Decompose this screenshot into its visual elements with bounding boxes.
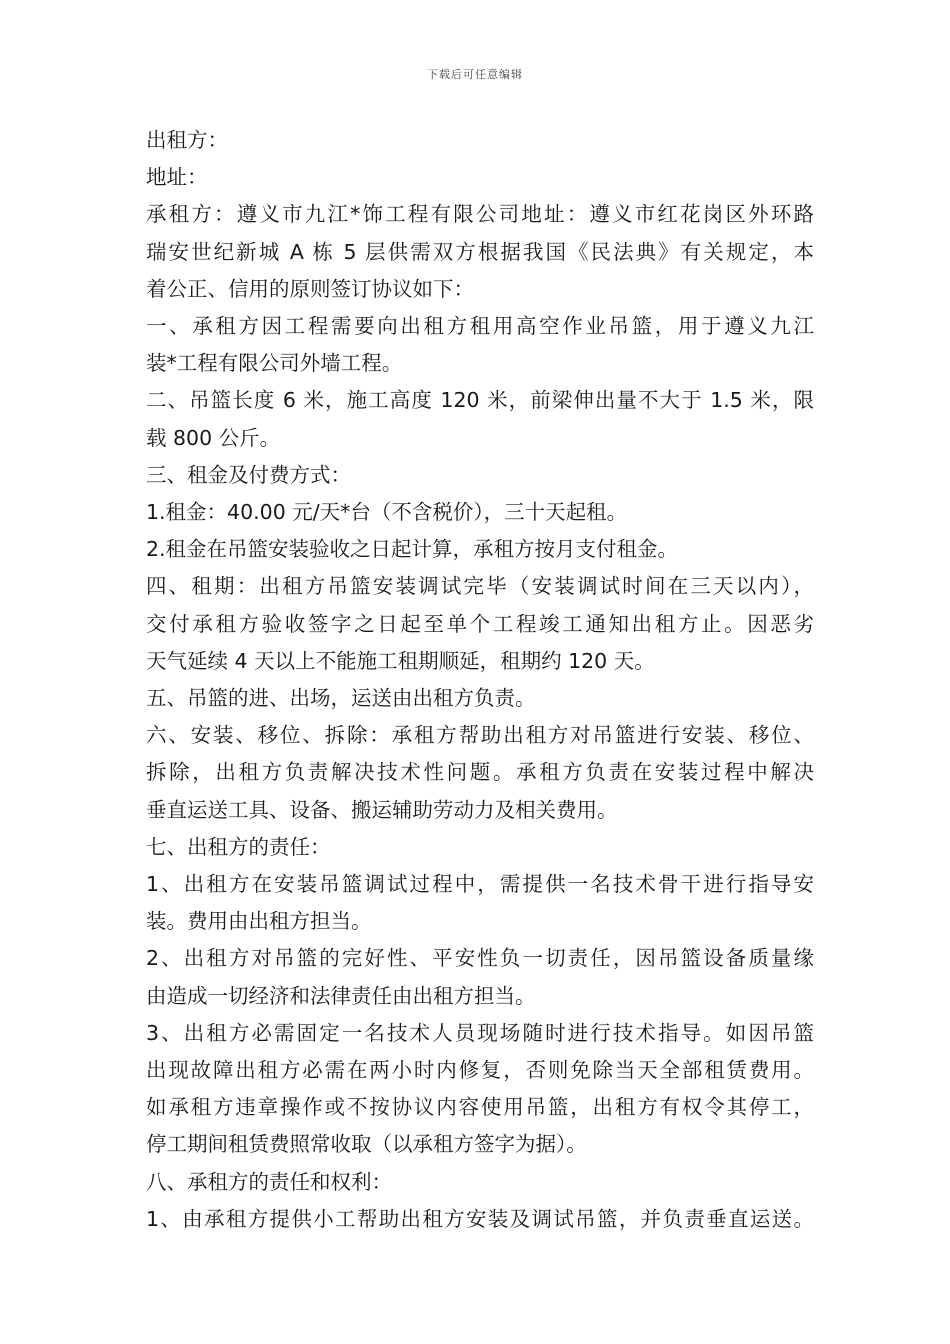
text-line: 1、由承租方提供小工帮助出租方安装及调试吊篮，并负责垂直运送。 [146, 1206, 814, 1231]
text-line: 七、出租方的责任： [146, 834, 331, 859]
text-line: 如承租方违章操作或不按协议内容使用吊篮，出租方有权令其停工， [146, 1095, 814, 1120]
header-note: 下载后可任意编辑 [427, 68, 523, 81]
text-line: 六、安装、移位、拆除：承租方帮助出租方对吊篮进行安装、移位、 [146, 723, 814, 748]
text-line: 停工期间租赁费照常收取（以承租方签字为据）。 [146, 1132, 587, 1157]
text-line: 八、承租方的责任和权利： [146, 1169, 392, 1194]
text-line: 一、承租方因工程需要向出租方租用高空作业吊篮，用于遵义九江 [146, 314, 814, 339]
text-line: 1、出租方在安装吊篮调试过程中，需提供一名技术骨干进行指导安 [146, 872, 814, 897]
text-line: 瑞安世纪新城 A 栋 5 层供需双方根据我国《民法典》有关规定，本 [146, 239, 814, 264]
text-line: 垂直运送工具、设备、搬运辅助劳动力及相关费用。 [146, 797, 618, 822]
text-line: 装。费用由出租方担当。 [146, 909, 372, 934]
text-line: 着公正、信用的原则签订协议如下： [146, 276, 474, 301]
text-line: 2.租金在吊篮安装验收之日起计算，承租方按月支付租金。 [146, 537, 679, 562]
text-line: 交付承租方验收签字之日起至单个工程竣工通知出租方止。因恶劣 [146, 611, 814, 636]
document-body [146, 122, 814, 1238]
text-line: 五、吊篮的进、出场，运送由出租方负责。 [146, 686, 536, 711]
text-line: 1.租金：40.00 元/天*台（不含税价），三十天起租。 [146, 500, 628, 525]
text-line: 天气延续 4 天以上不能施工租期顺延，租期约 120 天。 [146, 648, 655, 673]
text-line: 3、出租方必需固定一名技术人员现场随时进行技术指导。如因吊篮 [146, 1020, 814, 1045]
text-line: 出现故障出租方必需在两小时内修复，否则免除当天全部租赁费用。 [146, 1058, 814, 1083]
text-line: 拆除，出租方负责解决技术性问题。承租方负责在安装过程中解决 [146, 760, 814, 785]
text-line: 出租方： [146, 128, 228, 152]
text-line: 由造成一切经济和法律责任由出租方担当。 [146, 983, 536, 1008]
text-line: 2、出租方对吊篮的完好性、平安性负一切责任，因吊篮设备质量缘 [146, 946, 814, 971]
text-line: 地址： [146, 165, 208, 190]
text-line: 三、租金及付费方式： [146, 462, 351, 487]
text-line: 二、吊篮长度 6 米，施工高度 120 米，前梁伸出量不大于 1.5 米，限 [146, 388, 814, 413]
text-line: 四、租期：出租方吊篮安装调试完毕（安装调试时间在三天以内）， [146, 574, 814, 599]
text-line: 承租方：遵义市九江*饰工程有限公司地址：遵义市红花岗区外环路 [146, 202, 814, 227]
text-line: 装*工程有限公司外墙工程。 [146, 351, 403, 376]
text-line: 载 800 公斤。 [146, 425, 281, 450]
